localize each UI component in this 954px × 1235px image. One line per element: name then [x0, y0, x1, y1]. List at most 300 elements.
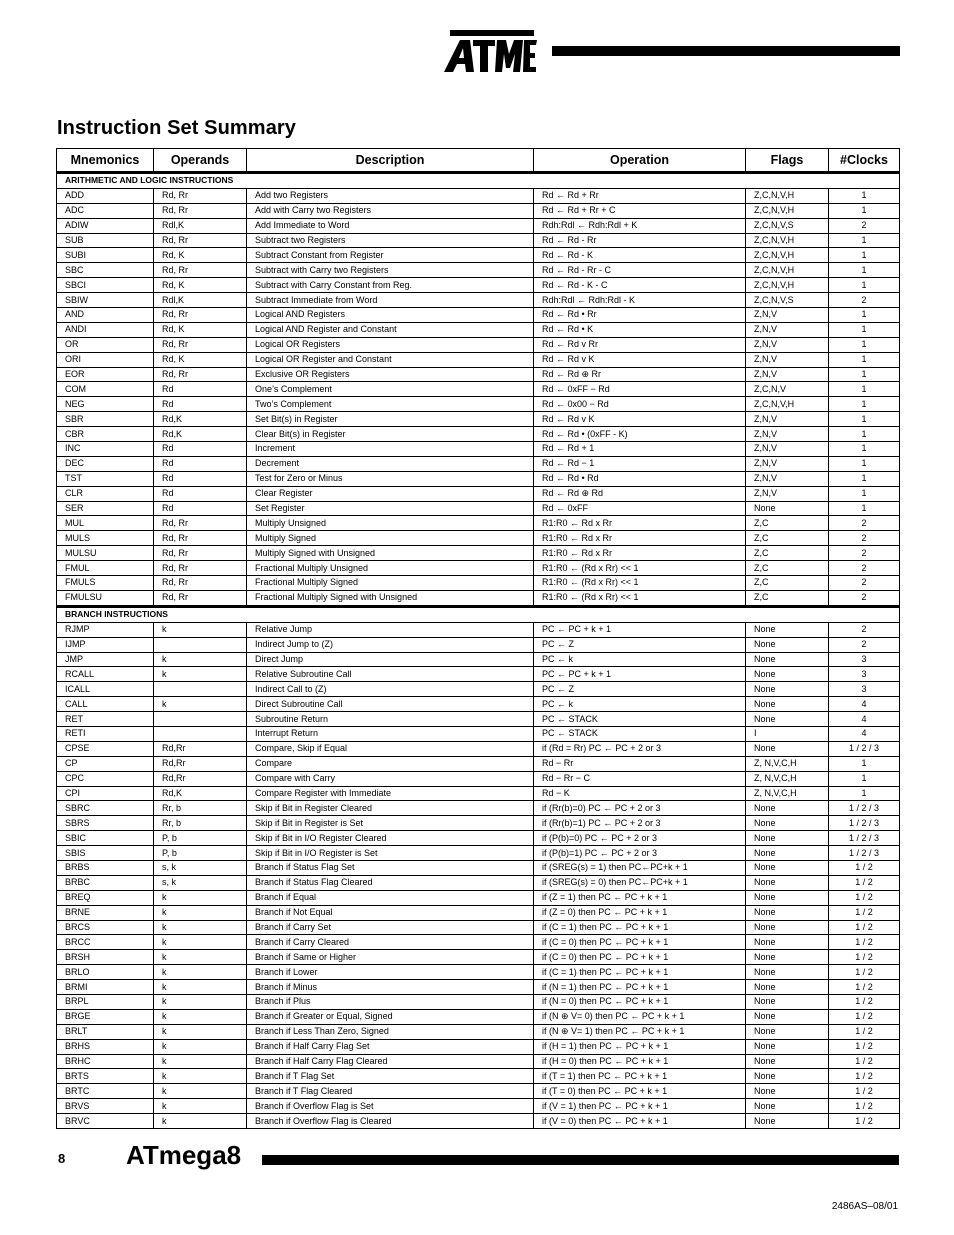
mnemonic-cell: BRNE: [57, 905, 154, 920]
clocks-cell: 1: [829, 412, 900, 427]
table-row: [57, 920, 900, 935]
flags-cell: None: [746, 637, 829, 652]
operation-cell: R1:R0 ← (Rd x Rr) << 1: [534, 561, 746, 576]
operation-cell: Rd ← 0xFF − Rd: [534, 382, 746, 397]
mnemonic-cell: BRGE: [57, 1009, 154, 1024]
operation-cell: if (T = 0) then PC ← PC + k + 1: [534, 1084, 746, 1099]
mnemonic-cell: SBCI: [57, 278, 154, 293]
mnemonic-cell: BRLT: [57, 1024, 154, 1039]
operation-cell: if (H = 1) then PC ← PC + k + 1: [534, 1039, 746, 1054]
table-row: [57, 980, 900, 995]
operands-cell: Rd, Rr: [154, 546, 247, 561]
operation-cell: Rd ← Rd ⊕ Rr: [534, 367, 746, 382]
table-row: [57, 531, 900, 546]
mnemonic-cell: ANDI: [57, 322, 154, 337]
flags-cell: Z,C: [746, 590, 829, 606]
description-cell: Compare with Carry: [247, 771, 534, 786]
operation-cell: Rd ← Rd • K: [534, 322, 746, 337]
document-id: 2486AS–08/01: [831, 1201, 898, 1212]
clocks-cell: 1 / 2: [829, 920, 900, 935]
operation-cell: Rd ← Rd v Rr: [534, 337, 746, 352]
flags-cell: None: [746, 875, 829, 890]
flags-cell: Z,C,N,V,H: [746, 263, 829, 278]
table-row: [57, 875, 900, 890]
description-cell: Branch if Not Equal: [247, 905, 534, 920]
clocks-cell: 1: [829, 442, 900, 457]
operands-cell: Rd, Rr: [154, 576, 247, 591]
table-row: [57, 397, 900, 412]
mnemonic-cell: SUB: [57, 233, 154, 248]
operands-cell: Rdl,K: [154, 218, 247, 233]
operands-cell: [154, 712, 247, 727]
flags-cell: None: [746, 994, 829, 1009]
operands-cell: Rd, Rr: [154, 263, 247, 278]
operation-cell: R1:R0 ← (Rd x Rr) << 1: [534, 590, 746, 606]
description-cell: Branch if T Flag Cleared: [247, 1084, 534, 1099]
clocks-cell: 1: [829, 188, 900, 203]
clocks-cell: 2: [829, 561, 900, 576]
flags-cell: None: [746, 1024, 829, 1039]
mnemonic-cell: SER: [57, 501, 154, 516]
flags-cell: Z,C: [746, 576, 829, 591]
operation-cell: Rd ← Rd + Rr: [534, 188, 746, 203]
operands-cell: k: [154, 1039, 247, 1054]
mnemonic-cell: DEC: [57, 456, 154, 471]
description-cell: Compare: [247, 756, 534, 771]
table-row: [57, 486, 900, 501]
operands-cell: k: [154, 1114, 247, 1129]
operands-cell: k: [154, 905, 247, 920]
flags-cell: None: [746, 935, 829, 950]
clocks-cell: 2: [829, 516, 900, 531]
description-cell: Clear Register: [247, 486, 534, 501]
mnemonic-cell: FMULSU: [57, 590, 154, 606]
description-cell: Branch if Plus: [247, 994, 534, 1009]
operation-cell: if (N ⊕ V= 0) then PC ← PC + k + 1: [534, 1009, 746, 1024]
table-row: [57, 741, 900, 756]
table-row: [57, 652, 900, 667]
flags-cell: None: [746, 801, 829, 816]
table-row: [57, 1039, 900, 1054]
mnemonic-cell: BRVC: [57, 1114, 154, 1129]
description-cell: Fractional Multiply Signed: [247, 576, 534, 591]
page-title: Instruction Set Summary: [57, 117, 297, 139]
operands-cell: k: [154, 1009, 247, 1024]
table-row: [57, 233, 900, 248]
table-row: [57, 831, 900, 846]
flags-cell: Z,C,N,V: [746, 382, 829, 397]
description-cell: One’s Complement: [247, 382, 534, 397]
operands-cell: Rd, Rr: [154, 590, 247, 606]
flags-cell: Z,N,V: [746, 322, 829, 337]
clocks-cell: 2: [829, 590, 900, 606]
flags-cell: None: [746, 831, 829, 846]
clocks-cell: 1 / 2: [829, 1024, 900, 1039]
description-cell: Branch if Status Flag Set: [247, 860, 534, 875]
operation-cell: if (Rd = Rr) PC ← PC + 2 or 3: [534, 741, 746, 756]
clocks-cell: 1: [829, 471, 900, 486]
table-row: [57, 322, 900, 337]
flags-cell: Z,N,V: [746, 456, 829, 471]
flags-cell: None: [746, 920, 829, 935]
flags-cell: None: [746, 860, 829, 875]
mnemonic-cell: AND: [57, 308, 154, 323]
description-cell: Add Immediate to Word: [247, 218, 534, 233]
table-header-row: [57, 149, 900, 173]
clocks-cell: 4: [829, 726, 900, 741]
clocks-cell: 1 / 2: [829, 1039, 900, 1054]
operation-cell: if (T = 1) then PC ← PC + k + 1: [534, 1069, 746, 1084]
operation-cell: Rd ← Rd - Rr - C: [534, 263, 746, 278]
operands-cell: Rdl,K: [154, 293, 247, 308]
operation-cell: PC ← STACK: [534, 712, 746, 727]
operands-cell: k: [154, 652, 247, 667]
description-cell: Compare, Skip if Equal: [247, 741, 534, 756]
flags-cell: None: [746, 697, 829, 712]
mnemonic-cell: SBR: [57, 412, 154, 427]
mnemonic-cell: ORI: [57, 352, 154, 367]
flags-cell: Z,C,N,V,S: [746, 218, 829, 233]
clocks-cell: 1 / 2: [829, 950, 900, 965]
clocks-cell: 1 / 2: [829, 1084, 900, 1099]
operation-cell: Rdh:Rdl ← Rdh:Rdl + K: [534, 218, 746, 233]
table-row: [57, 576, 900, 591]
description-cell: Skip if Bit in Register is Set: [247, 816, 534, 831]
operation-cell: if (Z = 0) then PC ← PC + k + 1: [534, 905, 746, 920]
description-cell: Multiply Signed with Unsigned: [247, 546, 534, 561]
table-row: [57, 337, 900, 352]
description-cell: Fractional Multiply Unsigned: [247, 561, 534, 576]
table-row: [57, 935, 900, 950]
table-row: [57, 382, 900, 397]
clocks-cell: 1 / 2: [829, 994, 900, 1009]
mnemonic-cell: CLR: [57, 486, 154, 501]
clocks-cell: 2: [829, 531, 900, 546]
table-row: [57, 1054, 900, 1069]
table-row: [57, 501, 900, 516]
operation-cell: if (SREG(s) = 0) then PC←PC+k + 1: [534, 875, 746, 890]
flags-cell: None: [746, 741, 829, 756]
operands-cell: [154, 726, 247, 741]
operation-cell: Rd ← Rd + 1: [534, 442, 746, 457]
table-row: [57, 1084, 900, 1099]
operation-cell: Rd − K: [534, 786, 746, 801]
clocks-cell: 3: [829, 682, 900, 697]
operands-cell: Rd,K: [154, 412, 247, 427]
mnemonic-cell: SBIS: [57, 846, 154, 861]
operands-cell: k: [154, 1069, 247, 1084]
description-cell: Subtract two Registers: [247, 233, 534, 248]
operation-cell: PC ← PC + k + 1: [534, 667, 746, 682]
operands-cell: Rd, Rr: [154, 337, 247, 352]
description-cell: Test for Zero or Minus: [247, 471, 534, 486]
mnemonic-cell: CP: [57, 756, 154, 771]
clocks-cell: 1 / 2 / 3: [829, 741, 900, 756]
clocks-cell: 1: [829, 367, 900, 382]
operands-cell: Rd, Rr: [154, 188, 247, 203]
operands-cell: Rd: [154, 501, 247, 516]
table-row: [57, 1069, 900, 1084]
clocks-cell: 1: [829, 322, 900, 337]
flags-cell: Z,N,V: [746, 427, 829, 442]
table-row: [57, 1114, 900, 1129]
operation-cell: R1:R0 ← Rd x Rr: [534, 546, 746, 561]
flags-cell: Z,C,N,V,S: [746, 293, 829, 308]
operands-cell: Rd,K: [154, 427, 247, 442]
mnemonic-cell: FMULS: [57, 576, 154, 591]
operands-cell: [154, 682, 247, 697]
operands-cell: Rd, Rr: [154, 233, 247, 248]
description-cell: Two’s Complement: [247, 397, 534, 412]
operands-cell: k: [154, 950, 247, 965]
description-cell: Relative Jump: [247, 622, 534, 637]
description-cell: Multiply Signed: [247, 531, 534, 546]
description-cell: Decrement: [247, 456, 534, 471]
operation-cell: R1:R0 ← Rd x Rr: [534, 516, 746, 531]
clocks-cell: 1 / 2: [829, 965, 900, 980]
clocks-cell: 2: [829, 637, 900, 652]
description-cell: Increment: [247, 442, 534, 457]
flags-cell: Z,C: [746, 531, 829, 546]
col-header-flags: Flags: [746, 149, 829, 173]
mnemonic-cell: ADD: [57, 188, 154, 203]
operands-cell: Rd,Rr: [154, 756, 247, 771]
mnemonic-cell: BRHS: [57, 1039, 154, 1054]
operation-cell: Rd ← Rd • (0xFF - K): [534, 427, 746, 442]
flags-cell: Z,N,V: [746, 352, 829, 367]
operation-cell: Rd ← 0xFF: [534, 501, 746, 516]
flags-cell: Z, N,V,C,H: [746, 771, 829, 786]
description-cell: Skip if Bit in Register Cleared: [247, 801, 534, 816]
flags-cell: None: [746, 682, 829, 697]
clocks-cell: 1: [829, 756, 900, 771]
mnemonic-cell: BRMI: [57, 980, 154, 995]
mnemonic-cell: FMUL: [57, 561, 154, 576]
operation-cell: if (V = 1) then PC ← PC + k + 1: [534, 1099, 746, 1114]
table-row: [57, 890, 900, 905]
mnemonic-cell: CBR: [57, 427, 154, 442]
table-row: [57, 412, 900, 427]
clocks-cell: 1: [829, 337, 900, 352]
table-row: [57, 263, 900, 278]
clocks-cell: 1 / 2: [829, 1099, 900, 1114]
col-header-description: Description: [247, 149, 534, 173]
flags-cell: None: [746, 1114, 829, 1129]
mnemonic-cell: BRTS: [57, 1069, 154, 1084]
clocks-cell: 1: [829, 203, 900, 218]
table-row: [57, 816, 900, 831]
flags-cell: None: [746, 1009, 829, 1024]
table-row: [57, 590, 900, 606]
operation-cell: Rd ← Rd - K - C: [534, 278, 746, 293]
clocks-cell: 1: [829, 486, 900, 501]
table-row: [57, 756, 900, 771]
clocks-cell: 1 / 2: [829, 1069, 900, 1084]
mnemonic-cell: RJMP: [57, 622, 154, 637]
clocks-cell: 1 / 2: [829, 980, 900, 995]
table-row: [57, 667, 900, 682]
atmel-logo: [440, 28, 538, 76]
table-row: [57, 697, 900, 712]
description-cell: Branch if Half Carry Flag Set: [247, 1039, 534, 1054]
flags-cell: None: [746, 652, 829, 667]
operands-cell: k: [154, 935, 247, 950]
description-cell: Branch if Same or Higher: [247, 950, 534, 965]
clocks-cell: 1 / 2 / 3: [829, 831, 900, 846]
flags-cell: Z,C,N,V,H: [746, 233, 829, 248]
flags-cell: Z,C,N,V,H: [746, 248, 829, 263]
operands-cell: s, k: [154, 860, 247, 875]
operands-cell: Rd: [154, 442, 247, 457]
operation-cell: if (C = 0) then PC ← PC + k + 1: [534, 935, 746, 950]
operation-cell: Rd ← Rd + Rr + C: [534, 203, 746, 218]
operands-cell: Rd, Rr: [154, 367, 247, 382]
mnemonic-cell: MULSU: [57, 546, 154, 561]
description-cell: Branch if Greater or Equal, Signed: [247, 1009, 534, 1024]
mnemonic-cell: CPC: [57, 771, 154, 786]
description-cell: Compare Register with Immediate: [247, 786, 534, 801]
mnemonic-cell: SBIW: [57, 293, 154, 308]
page-number: 8: [58, 1151, 66, 1166]
operation-cell: Rd ← Rd v K: [534, 412, 746, 427]
clocks-cell: 1 / 2: [829, 860, 900, 875]
operation-cell: Rd ← Rd - Rr: [534, 233, 746, 248]
operation-cell: Rd − Rr − C: [534, 771, 746, 786]
table-row: [57, 786, 900, 801]
clocks-cell: 1 / 2 / 3: [829, 846, 900, 861]
clocks-cell: 2: [829, 622, 900, 637]
section-header-row: [57, 173, 900, 189]
table-row: [57, 427, 900, 442]
operation-cell: if (SREG(s) = 1) then PC←PC+k + 1: [534, 860, 746, 875]
description-cell: Exclusive OR Registers: [247, 367, 534, 382]
operation-cell: R1:R0 ← (Rd x Rr) << 1: [534, 576, 746, 591]
clocks-cell: 1 / 2: [829, 890, 900, 905]
table-row: [57, 561, 900, 576]
table-row: [57, 846, 900, 861]
flags-cell: Z,C,N,V,H: [746, 397, 829, 412]
table-row: [57, 203, 900, 218]
mnemonic-cell: COM: [57, 382, 154, 397]
clocks-cell: 1 / 2 / 3: [829, 816, 900, 831]
description-cell: Add two Registers: [247, 188, 534, 203]
flags-cell: Z, N,V,C,H: [746, 786, 829, 801]
mnemonic-cell: ICALL: [57, 682, 154, 697]
flags-cell: Z,N,V: [746, 308, 829, 323]
clocks-cell: 2: [829, 293, 900, 308]
flags-cell: Z,N,V: [746, 471, 829, 486]
operands-cell: k: [154, 920, 247, 935]
description-cell: Interrupt Return: [247, 726, 534, 741]
header-rule: [552, 46, 900, 56]
description-cell: Branch if Less Than Zero, Signed: [247, 1024, 534, 1039]
clocks-cell: 2: [829, 576, 900, 591]
operation-cell: Rd ← Rd − 1: [534, 456, 746, 471]
flags-cell: Z,C: [746, 546, 829, 561]
clocks-cell: 1: [829, 248, 900, 263]
table-row: [57, 308, 900, 323]
mnemonic-cell: BRLO: [57, 965, 154, 980]
description-cell: Logical AND Register and Constant: [247, 322, 534, 337]
description-cell: Branch if Overflow Flag is Set: [247, 1099, 534, 1114]
operation-cell: PC ← Z: [534, 682, 746, 697]
flags-cell: None: [746, 667, 829, 682]
flags-cell: Z,C: [746, 516, 829, 531]
operands-cell: Rd, K: [154, 322, 247, 337]
operands-cell: [154, 637, 247, 652]
mnemonic-cell: OR: [57, 337, 154, 352]
mnemonic-cell: BRPL: [57, 994, 154, 1009]
clocks-cell: 1 / 2: [829, 875, 900, 890]
flags-cell: None: [746, 905, 829, 920]
clocks-cell: 1: [829, 263, 900, 278]
operation-cell: Rd ← Rd ⊕ Rd: [534, 486, 746, 501]
operands-cell: Rd, K: [154, 248, 247, 263]
operands-cell: Rd, Rr: [154, 203, 247, 218]
operands-cell: k: [154, 1054, 247, 1069]
operands-cell: Rd: [154, 397, 247, 412]
flags-cell: Z,N,V: [746, 486, 829, 501]
description-cell: Subtract Constant from Register: [247, 248, 534, 263]
clocks-cell: 3: [829, 667, 900, 682]
description-cell: Indirect Call to (Z): [247, 682, 534, 697]
flags-cell: Z,C,N,V,H: [746, 203, 829, 218]
description-cell: Branch if Overflow Flag is Cleared: [247, 1114, 534, 1129]
operands-cell: k: [154, 1099, 247, 1114]
flags-cell: None: [746, 1099, 829, 1114]
flags-cell: Z, N,V,C,H: [746, 756, 829, 771]
clocks-cell: 1: [829, 233, 900, 248]
mnemonic-cell: JMP: [57, 652, 154, 667]
description-cell: Indirect Jump to (Z): [247, 637, 534, 652]
operands-cell: k: [154, 994, 247, 1009]
table-row: [57, 622, 900, 637]
description-cell: Branch if Carry Set: [247, 920, 534, 935]
description-cell: Logical OR Registers: [247, 337, 534, 352]
clocks-cell: 1 / 2: [829, 935, 900, 950]
flags-cell: None: [746, 1054, 829, 1069]
product-name: ATmega8: [126, 1140, 242, 1170]
mnemonic-cell: BRTC: [57, 1084, 154, 1099]
operation-cell: Rd ← Rd • Rr: [534, 308, 746, 323]
col-header-mnemonics: Mnemonics: [57, 149, 154, 173]
operands-cell: k: [154, 622, 247, 637]
operation-cell: if (C = 0) then PC ← PC + k + 1: [534, 950, 746, 965]
clocks-cell: 1 / 2: [829, 1114, 900, 1129]
table-row: [57, 726, 900, 741]
mnemonic-cell: RCALL: [57, 667, 154, 682]
operands-cell: Rd, K: [154, 278, 247, 293]
description-cell: Branch if Status Flag Cleared: [247, 875, 534, 890]
description-cell: Branch if Half Carry Flag Cleared: [247, 1054, 534, 1069]
operands-cell: k: [154, 697, 247, 712]
operation-cell: Rd ← Rd v K: [534, 352, 746, 367]
description-cell: Branch if Lower: [247, 965, 534, 980]
operation-cell: Rd ← Rd • Rd: [534, 471, 746, 486]
flags-cell: None: [746, 1069, 829, 1084]
operation-cell: if (Z = 1) then PC ← PC + k + 1: [534, 890, 746, 905]
clocks-cell: 1: [829, 397, 900, 412]
mnemonic-cell: CPSE: [57, 741, 154, 756]
table-row: [57, 471, 900, 486]
clocks-cell: 4: [829, 697, 900, 712]
description-cell: Logical AND Registers: [247, 308, 534, 323]
mnemonic-cell: CALL: [57, 697, 154, 712]
operation-cell: Rdh:Rdl ← Rdh:Rdl - K: [534, 293, 746, 308]
mnemonic-cell: BRVS: [57, 1099, 154, 1114]
description-cell: Set Register: [247, 501, 534, 516]
table-row: [57, 860, 900, 875]
